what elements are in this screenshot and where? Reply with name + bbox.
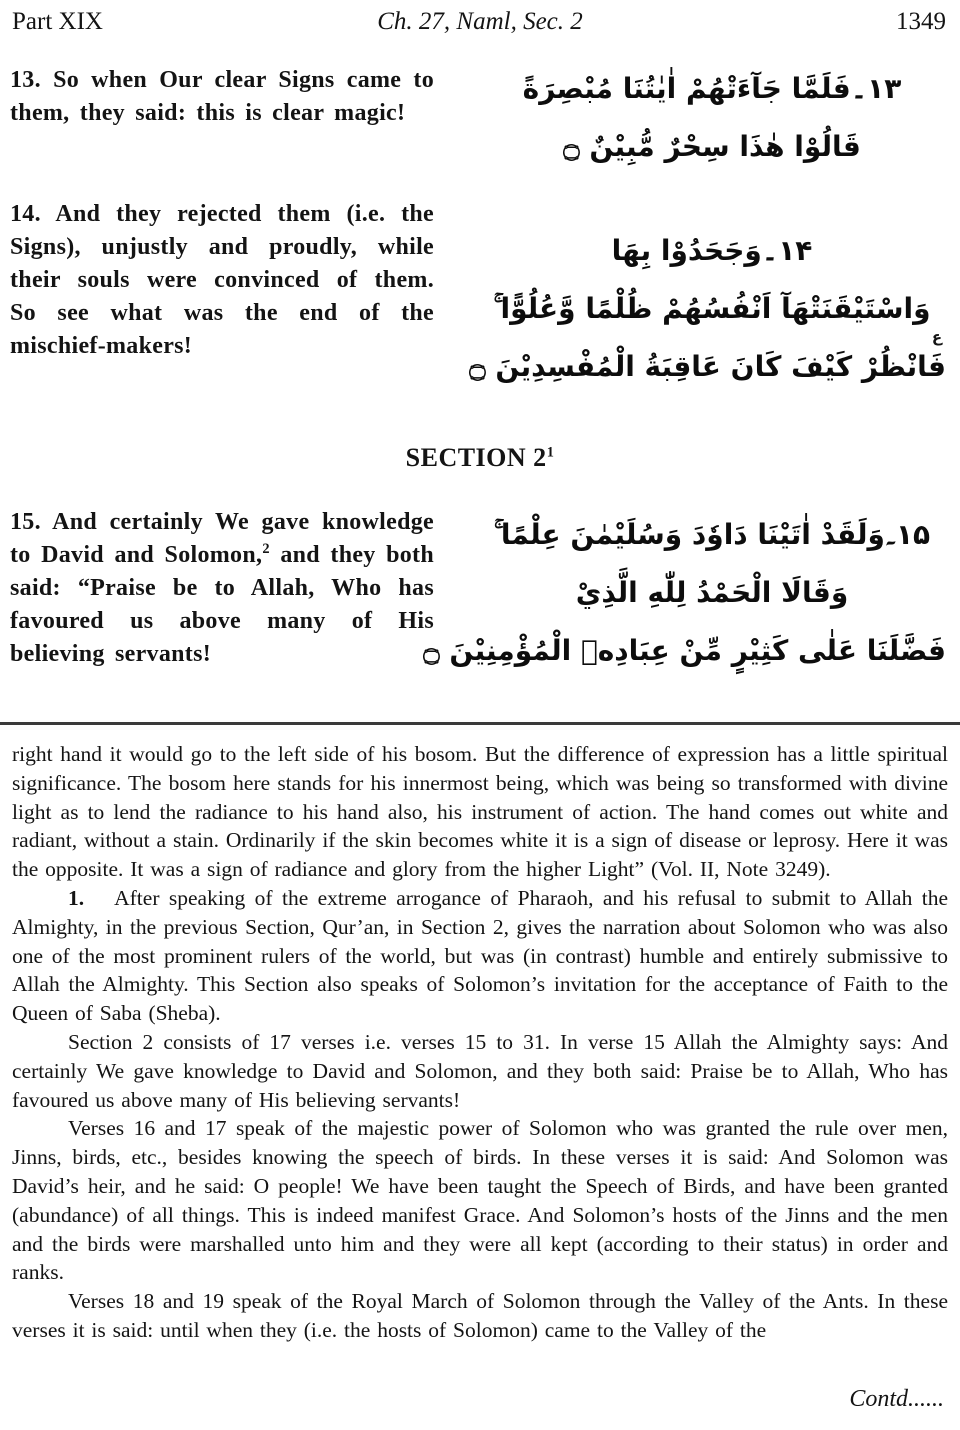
verse-15-english-text: 15. And certainly We gave knowledge to David and Solomon, [10, 509, 434, 568]
section-heading-footnote-ref: 1 [546, 444, 555, 461]
verse-13-arabic-line: قَالُوْا هٰذَا سِحْرٌ مُّبِيْنٌ ۝ [563, 130, 861, 163]
commentary-paragraph-text: After speaking of the extreme arrogance of Pharaoh, and his refusal to submit to Allah the Almighty, in the previous Section, Qur’an, in Section 2, gives the narration about Solomon who was also one of the most prominent rulers of the world, but was (in contrast) humble and entirely submissive to Allah the Almighty. This Section also speaks of Solomon’s invitation for the acceptance of Faith to the Queen of Saba (Sheba). [12, 885, 948, 1026]
verse-14-english: 14. And they rejected them (i.e. the Signs), unjustly and proudly, while their souls were convinced of them. So see what was the end of the mischief-makers! [10, 201, 434, 359]
ruku-marker-icon: ع [931, 328, 943, 346]
commentary-paragraph: Verses 18 and 19 speak of the Royal March of Solomon through the Valley of the Ants. In these verses it is said: until when they (i.e. the hosts of Solomon) came to the Valley of the [12, 1289, 948, 1342]
verse-14-arabic [469, 222, 946, 396]
verse-14-arabic-line: فَانْظُرْ كَيْفَ كَانَ عَاقِبَةُ الْمُفْسِدِيْنَ ۝ [469, 350, 946, 383]
commentary-paragraph: Section 2 consists of 17 verses i.e. verses 15 to 31. In verse 15 Allah the Almighty says: And certainly We gave knowledge to David and Solomon, and they both said: Praise be to Allah, Who has favoured us above many of His believing servants! [12, 1029, 948, 1112]
verse-13-arabic [478, 60, 946, 176]
verse-13-arabic-line: ۱۳۔فَلَمَّا جَآءَتْهُمْ اٰيٰتُنَا مُبْصِرَةً [522, 72, 902, 105]
section-heading-label: SECTION 2 [405, 443, 547, 472]
header-part-label: Part XIX [12, 8, 103, 35]
commentary-paragraph: right hand it would go to the left side of his bosom. But the difference of expression has a little spiritual significance. The bosom here stands for his innermost being, which was being so transformed with divine light as to lend the radiance to his hand also, his instrument of action. The hand comes out white and radiant, without a stain. Ordinarily if the skin becomes white it is a sign of disease or leprosy. Here it was the opposite. It was a sign of radiance and glory from the higher Light” (Vol. II, Note 3249). [12, 742, 948, 882]
verse-15-arabic [423, 506, 946, 680]
verse-15-arabic-line: ۱۵۔وَلَقَدْ اٰتَيْنَا دَاوٗدَ وَسُلَيْمٰنَ عِلْمًا ۚ [493, 518, 931, 551]
header-chapter-label: Ch. 27, Naml, Sec. 2 [377, 8, 583, 35]
verse-15-arabic-line: وَقَالَا الْحَمْدُ لِلّٰهِ الَّذِيْ [575, 576, 849, 609]
verse-14-arabic-line: وَاسْتَيْقَنَتْهَآ اَنْفُسُهُمْ ظُلْمًا وَّعُلُوًّا ۚ [493, 292, 931, 325]
page-header [0, 8, 960, 40]
verse-15-english-text: and they both said: “Praise be to Allah, Who has favoured us above many of His believing servants! [10, 542, 434, 667]
commentary-paragraph: Verses 16 and 17 speak of the majestic power of Solomon who was granted the rule over men, Jinns, birds, etc., besides knowing the speech of birds. In these verses it is said: And Solomon was David’s heir, and he said: O people! We have been taught the Speech of Birds, and have been granted (abundance) of all things. This is indeed manifest Grace. And Solomon’s hosts of the Jinns and the men and the birds were marshalled unto him and they were all kept (according to their status) in order and ranks. [12, 1116, 948, 1285]
footnote-number: 1. [68, 885, 85, 910]
verse-15-arabic-line: فَضَّلَنَا عَلٰى كَثِيْرٍ مِّنْ عِبَادِهٖ الْمُؤْمِنِيْنَ ۝ [423, 634, 946, 667]
commentary-paragraph [12, 884, 948, 1028]
verse-15-english [10, 506, 434, 671]
commentary-block [12, 740, 948, 1345]
continued-marker: Contd...... [849, 1386, 944, 1412]
verse-13-english: 13. So when Our clear Signs came to them, they said: this is clear magic! [10, 67, 434, 126]
header-page-number: 1349 [896, 8, 946, 35]
verse-15-footnote-ref: 2 [262, 541, 270, 557]
section-heading [0, 443, 960, 473]
commentary-divider-rule [0, 722, 960, 725]
verse-14-arabic-line: ۱۴۔وَجَحَدُوْا بِهَا [611, 234, 813, 267]
